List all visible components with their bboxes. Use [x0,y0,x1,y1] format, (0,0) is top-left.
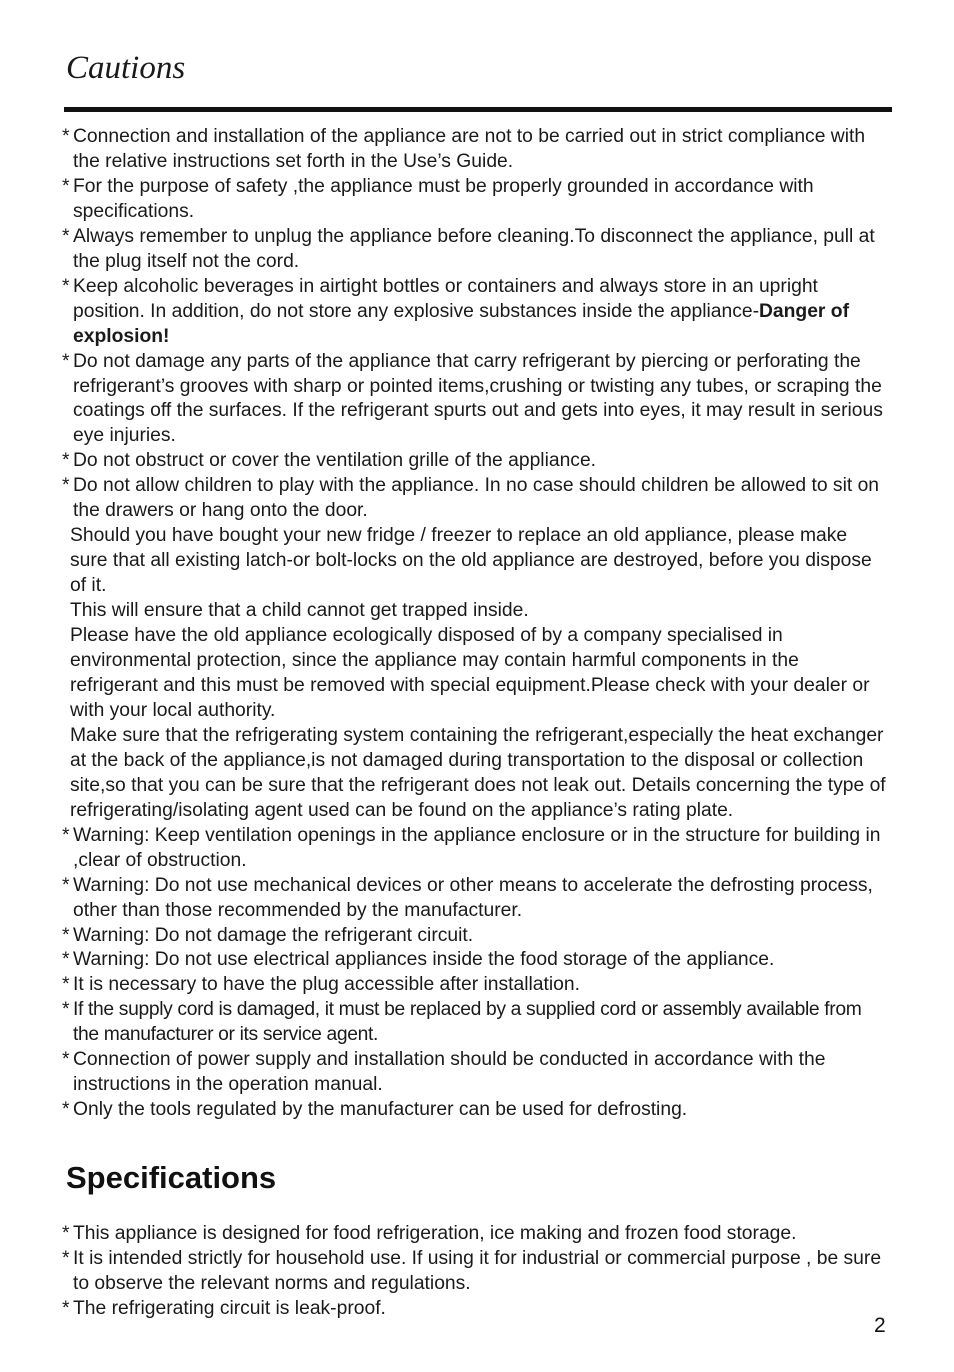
bullet-marker: * [62,874,70,896]
disposal-paragraph-4: Make sure that the refrigerating system containing the refrigerant,especially the heat exchanger at the back of the appliance,is not damaged during transportation to the disposal or collection site,so that you can be sure that the refrigerant does not leak out. Details concerning the type of refrigerating/isolating agent used can be found on the appliance’s rating plate. [70,724,886,821]
warning-item-7 [62,1048,888,1098]
warning-item-8 [62,1098,888,1123]
spec-item-1 [62,1222,892,1247]
bullet-marker: * [62,275,70,297]
caution-item-2 [62,175,888,225]
danger-warning: Danger of explosion! [73,300,849,347]
bullet-marker: * [62,1049,70,1071]
spec-item-2 [62,1247,892,1297]
warning-item-4 [62,948,888,973]
warning-text: Warning: Do not use mechanical devices or other means to accelerate the defrosting process, other than those recommended by the manufacturer. [73,874,873,921]
warning-item-1 [62,824,888,874]
specifications-heading: Specifications [66,1160,277,1195]
caution-text-with-danger [73,275,888,350]
disposal-paragraph-2: This will ensure that a child cannot get trapped inside. [70,600,529,622]
bullet-marker: * [62,126,70,147]
warning-text: Connection of power supply and installation should be conducted in accordance with the instructions in the operation manual. [73,1049,826,1096]
warning-text: If the supply cord is damaged, it must be replaced by a supplied cord or assembly available from the manufacturer or its service agent. [73,999,862,1046]
caution-text: Connection and installation of the appliance are not to be carried out in strict compliance with the relative instructions set forth in the Use’s Guide. [73,126,866,172]
warning-item-5 [62,973,888,998]
caution-item-4 [62,275,888,350]
caution-text: Always remember to unplug the appliance before cleaning.To disconnect the appliance, pull at the plug itself not the cord. [73,225,875,272]
caution-text: Do not allow children to play with the appliance. In no case should children be allowed to sit on the drawers or hang onto the door. [73,475,880,522]
spec-text: The refrigerating circuit is leak-proof. [73,1297,386,1319]
caution-item-6 [62,449,888,474]
caution-item-5 [62,350,888,450]
bullet-marker: * [62,475,70,497]
warning-text: Only the tools regulated by the manufacturer can be used for defrosting. [73,1099,688,1121]
caution-item-1 [62,125,888,175]
bullet-marker: * [62,1223,70,1244]
bullet-marker: * [62,450,70,472]
disposal-paragraph-1: Should you have bought your new fridge / freezer to replace an old appliance, please make sure that all existing latch-or bolt-locks on the old appliance are destroyed, before you dispose of it. [70,525,872,597]
bullet-marker: * [62,225,70,247]
caution-text: Do not obstruct or cover the ventilation grille of the appliance. [73,450,597,472]
specifications-section [62,1222,892,1322]
spec-text: It is intended strictly for household use. If using it for industrial or commercial purpose , be sure to observe the relevant norms and regulations. [73,1247,882,1294]
warning-item-2 [62,874,888,924]
caution-text: Do not damage any parts of the appliance that carry refrigerant by piercing or perforating the refrigerant’s grooves with sharp or pointed items,crushing or twisting any tubes, or scraping the coatings off the surfaces. If the refrigerant spurts out and gets into eyes, it may result in serious eye injuries. [73,350,883,447]
bullet-marker: * [62,924,70,946]
page-number: 2 [874,1314,886,1337]
spec-item-3 [62,1297,892,1322]
cautions-section [62,125,888,1123]
warning-text: Warning: Do not use electrical appliances inside the food storage of the appliance. [73,949,775,971]
caution-text: Keep alcoholic beverages in airtight bottles or containers and always store in an upright position. In addition, do not store any explosive substances inside the appliance- [73,275,818,322]
bullet-marker: * [62,1099,70,1121]
warning-text: Warning: Do not damage the refrigerant circuit. [73,924,474,946]
cautions-heading: Cautions [66,50,186,86]
caution-item-3 [62,225,888,275]
warning-item-3 [62,924,888,949]
warning-text: Warning: Keep ventilation openings in the appliance enclosure or in the structure for building in ,clear of obstruction. [73,824,881,871]
warning-text: It is necessary to have the plug accessible after installation. [73,974,580,996]
heading-divider [64,107,892,112]
bullet-marker: * [62,1297,70,1319]
warning-item-6 [62,998,888,1048]
spec-text: This appliance is designed for food refrigeration, ice making and frozen food storage. [73,1223,797,1244]
bullet-marker: * [62,949,70,971]
bullet-marker: * [62,974,70,996]
bullet-marker: * [62,824,70,846]
bullet-marker: * [62,175,70,197]
caution-item-7 [62,474,888,524]
bullet-marker: * [62,350,70,372]
bullet-marker: * [62,999,70,1021]
caution-text: For the purpose of safety ,the appliance must be properly grounded in accordance with specifications. [73,175,814,222]
disposal-paragraph-3: Please have the old appliance ecologically disposed of by a company specialised in environmental protection, since the appliance may contain harmful components in the refrigerant and this must be removed with special equipment.Please check with your dealer or with your local authority. [70,625,870,721]
bullet-marker: * [62,1247,70,1269]
